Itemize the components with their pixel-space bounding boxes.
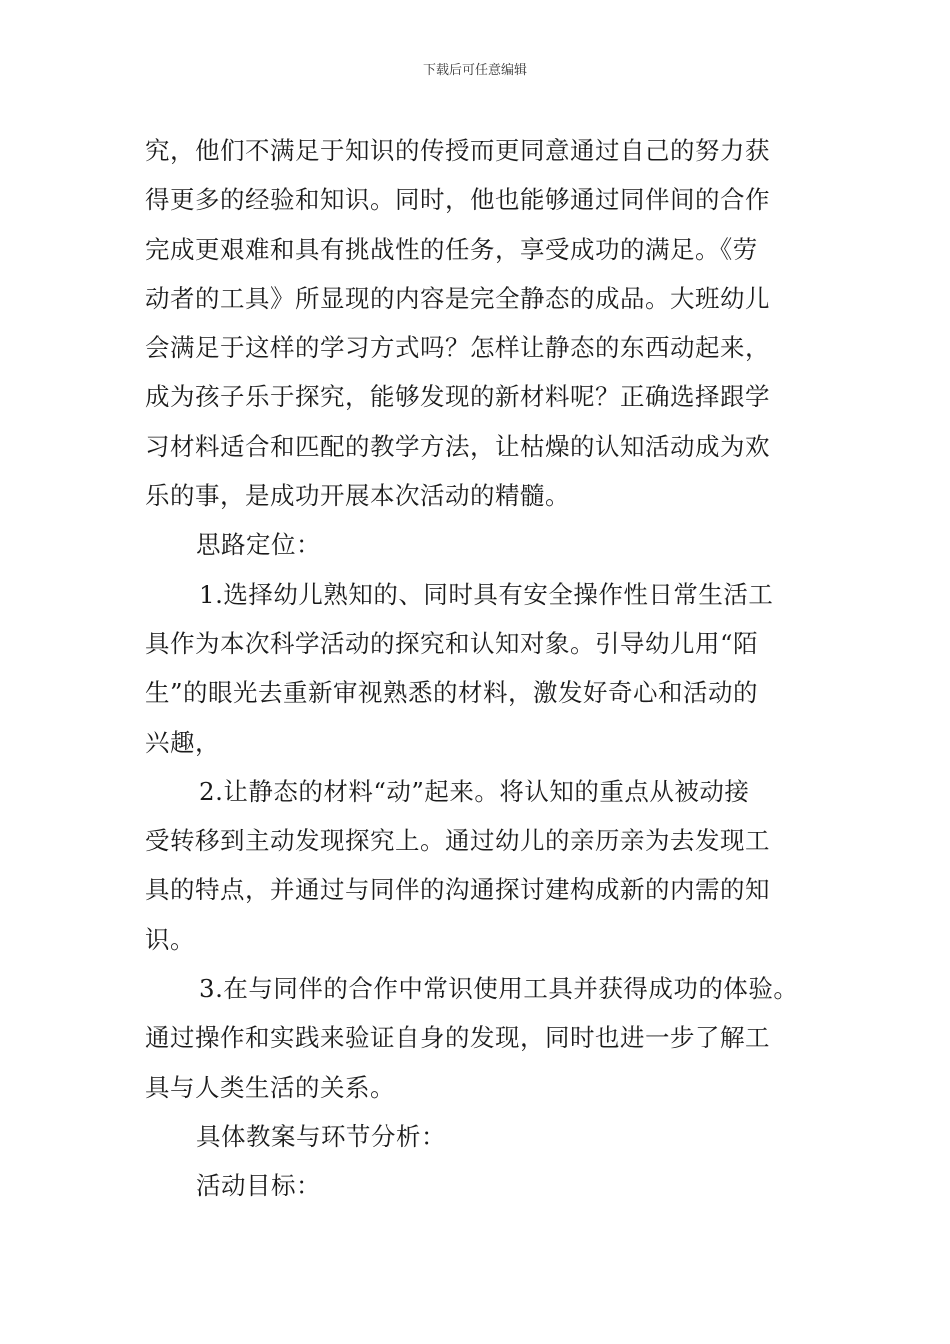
text-line: 兴趣，	[145, 727, 220, 757]
list-item-3: 3.在与同伴的合作中常识使用工具并获得成功的体验。	[199, 974, 799, 1004]
text-line: 得更多的经验和知识。同时，他也能够通过同伴间的合作	[145, 185, 770, 215]
document-body	[145, 126, 835, 1211]
list-item-1: 1.选择幼儿熟知的、同时具有安全操作性日常生活工	[199, 579, 774, 609]
list-item-2: 2.让静态的材料“动”起来。将认知的重点从被动接	[199, 776, 750, 806]
text-line: 究，他们不满足于知识的传授而更同意通过自己的努力获	[145, 136, 770, 165]
text-line: 具作为本次科学活动的探究和认知对象。引导幼儿用“陌	[145, 628, 759, 658]
text-line: 乐的事，是成功开展本次活动的精髓。	[145, 481, 570, 511]
text-line: 通过操作和实践来验证自身的发现，同时也进一步了解工	[145, 1023, 770, 1053]
text-line: 识。	[145, 924, 195, 954]
text-line: 受转移到主动发现探究上。通过幼儿的亲历亲为去发现工	[145, 826, 770, 856]
text-line: 会满足于这样的学习方式吗？怎样让静态的东西动起来，	[145, 333, 770, 363]
text-line: 动者的工具》所显现的内容是完全静态的成品。大班幼儿	[145, 283, 770, 313]
text-line: 具与人类生活的关系。	[145, 1072, 395, 1102]
text-line: 生”的眼光去重新审视熟悉的材料，激发好奇心和活动的	[145, 678, 759, 708]
section-heading-objectives: 活动目标：	[196, 1171, 321, 1201]
text-line: 成为孩子乐于探究，能够发现的新材料呢？正确选择跟学	[145, 382, 770, 412]
text-line: 具的特点，并通过与同伴的沟通探讨建构成新的内需的知	[145, 875, 770, 905]
section-heading-lesson-plan: 具体教案与环节分析：	[196, 1121, 446, 1151]
text-line: 习材料适合和匹配的教学方法，让枯燥的认知活动成为欢	[145, 431, 770, 461]
text-line: 完成更艰难和具有挑战性的任务，享受成功的满足。《劳	[145, 234, 758, 264]
page-header-note: 下载后可任意编辑	[422, 63, 527, 78]
section-heading-approach: 思路定位：	[196, 530, 321, 560]
